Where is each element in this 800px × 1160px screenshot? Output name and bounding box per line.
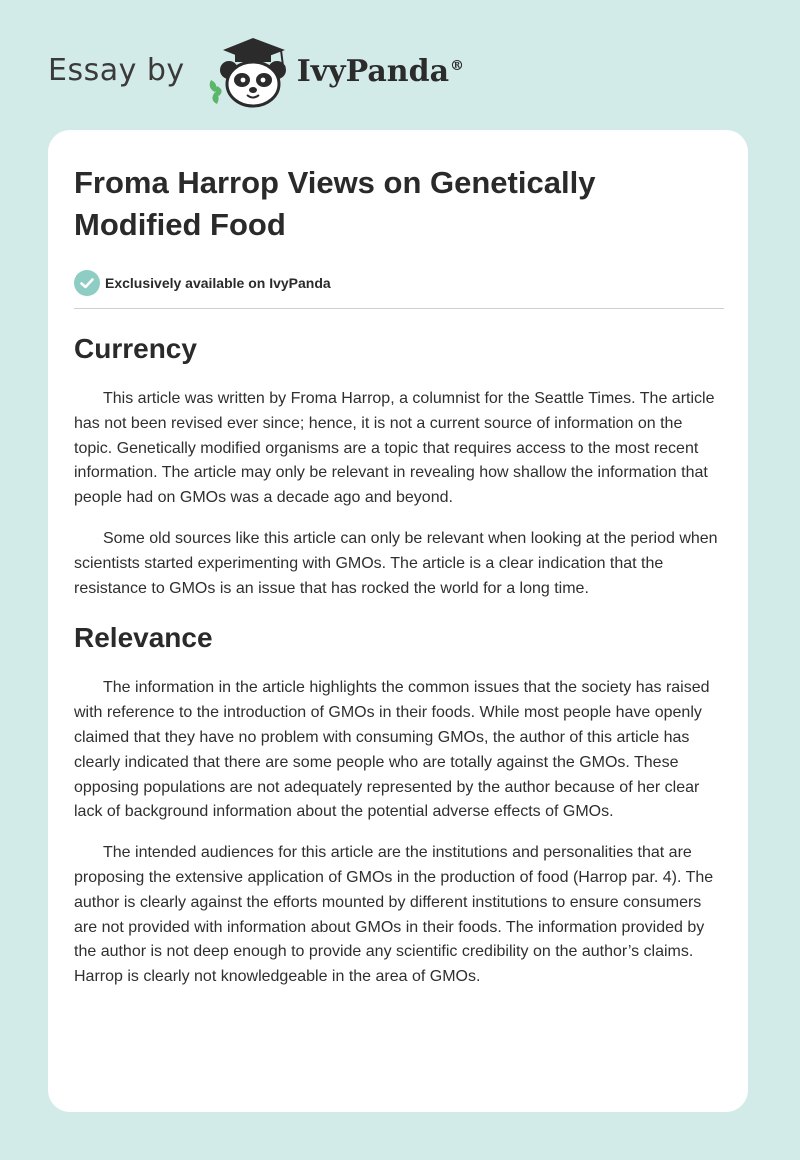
title-divider: [74, 308, 724, 309]
section-body-relevance: [74, 676, 724, 990]
article-card: [48, 130, 748, 1112]
check-circle-icon: [74, 270, 100, 296]
section-body-currency: [74, 387, 724, 601]
site-header: [48, 36, 508, 108]
section-heading-currency: Currency: [74, 333, 197, 364]
brand-name[interactable]: [297, 54, 464, 89]
page-title: Froma Harrop Views on Genetically Modified Food: [74, 165, 596, 242]
exclusive-badge: [74, 268, 724, 298]
essay-by-label: Essay by: [48, 52, 185, 88]
section-relevance: [74, 622, 724, 990]
paragraph: The intended audiences for this article are the institutions and personalities that are proposing the extensive application of GMOs in the production of food (Harrop par. 4). The author is clearly against the efforts mounted by different institutions to ensure consumers are not provided with information about GMOs in their foods. The information provided by the author is not deep enough to provide any scientific credibility on the author’s claims. Harrop is clearly not knowledgeable in the area of GMOs.: [74, 844, 714, 986]
paragraph: Some old sources like this article can only be relevant when looking at the period when scientists started experimenting with GMOs. The article is a clear indication that the resistance to GMOs is an issue that has rocked the world for a long time.: [74, 529, 718, 597]
exclusive-label: Exclusively available on IvyPanda: [105, 275, 331, 291]
paragraph: This article was written by Froma Harrop, a columnist for the Seattle Times. The article has not been revised ever since; hence, it is not a current source of information on the topic. Genetically modified organisms are a topic that requires access to the most recent information. The article may only be relevant in revealing how shallow the information that people had on GMOs was a decade ago and beyond.: [74, 390, 715, 507]
registered-mark: ®: [450, 57, 465, 74]
section-heading-relevance: Relevance: [74, 622, 213, 654]
brand-text: IvyPanda: [296, 53, 450, 89]
paragraph: The information in the article highlights the common issues that the society has raised with reference to the introduction of GMOs in their foods. While most people have openly claimed that they have no problem with consuming GMOs, the author of this article has clearly indicated that there are some people who are totally against the GMOs. These opposing populations are not adequately represented by the author because of her clear lack of background information about the potential adverse effects of GMOs.: [74, 679, 710, 821]
panda-logo-icon[interactable]: [205, 36, 291, 108]
article-content: [74, 162, 724, 1006]
section-currency: [74, 333, 724, 601]
